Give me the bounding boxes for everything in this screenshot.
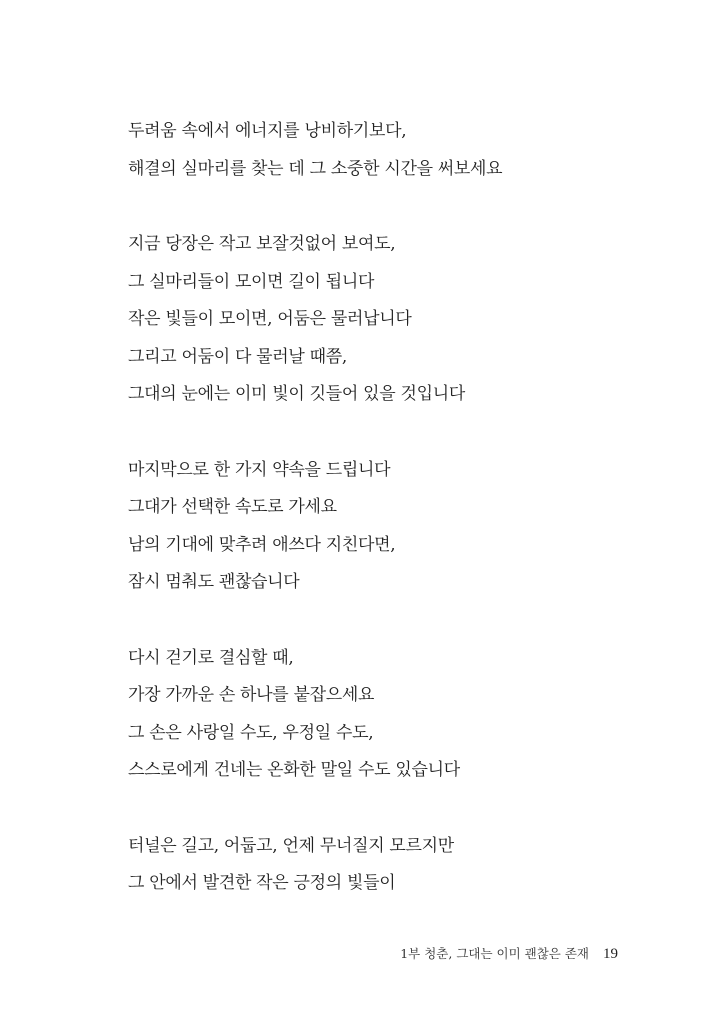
poem-line: 작은 빛들이 모이면, 어둠은 물러납니다 [128,309,412,329]
poem-line: 잠시 멈춰도 괜찮습니다 [128,572,300,592]
poem-line: 지금 당장은 작고 보잘것없어 보여도, [128,234,396,254]
poem-line: 그대의 눈에는 이미 빛이 깃들어 있을 것입니다 [128,384,465,404]
poem-line: 스스로에게 건네는 온화한 말일 수도 있습니다 [128,760,460,780]
poem-line: 남의 기대에 맞추려 애쓰다 지친다면, [128,534,396,555]
poem-line: 그리고 어둠이 다 물러날 때쯤, [128,346,347,367]
poem-line: 다시 걷기로 결심할 때, [128,647,294,668]
stanza-3 [128,452,648,602]
poem-line: 그 손은 사랑일 수도, 우정일 수도, [128,722,374,743]
poem-line: 두려움 속에서 에너지를 낭비하기보다, [128,121,407,141]
stanza-2 [128,226,648,414]
stanza-1 [128,113,648,188]
stanza-4 [128,640,648,790]
running-title: 1부 청춘, 그대는 이미 괜찮은 존재 [400,946,590,961]
poem-line: 그대가 선택한 속도로 가세요 [128,497,337,517]
page-number: 19 [603,946,618,962]
poem-line: 그 안에서 발견한 작은 긍정의 빛들이 [128,873,396,893]
poem-line: 터널은 길고, 어둡고, 언제 무너질지 모르지만 [128,835,454,856]
poem-line: 해결의 실마리를 찾는 데 그 소중한 시간을 써보세요 [128,158,503,179]
poem-line: 가장 가까운 손 하나를 붙잡으세요 [128,685,375,705]
poem-line: 그 실마리들이 모이면 길이 됩니다 [128,271,375,292]
poem-body [128,113,648,941]
poem-line: 마지막으로 한 가지 약속을 드립니다 [128,459,391,480]
page-footer [400,944,618,963]
stanza-5 [128,828,648,903]
